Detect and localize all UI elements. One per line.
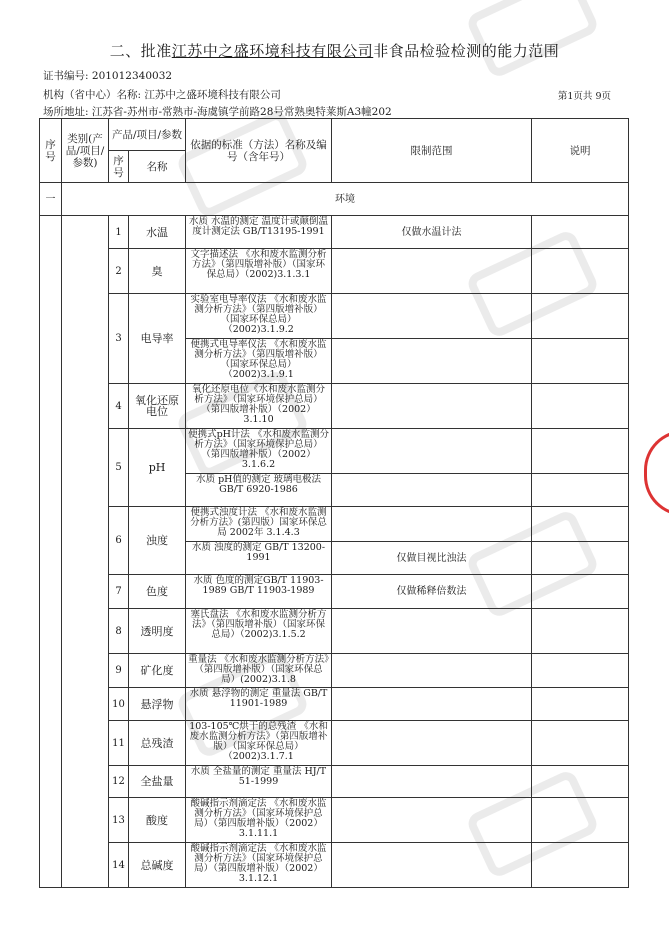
- row-standard: 水质 色度的测定GB/T 11903-1989 GB/T 11903-1989: [186, 575, 332, 609]
- title-company: 江苏中之盛环境科技有限公司: [171, 42, 374, 60]
- row-no: 10: [109, 688, 129, 721]
- row-no: 3: [109, 294, 129, 384]
- row-no: 2: [109, 249, 129, 294]
- table-row: [40, 798, 629, 843]
- row-name: 水温: [129, 216, 186, 249]
- row-no: 6: [109, 507, 129, 575]
- header-standard: 依据的标准（方法）名称及编号（含年号）: [186, 119, 332, 183]
- row-standard: 水质 浊度的测定 GB/T 13200-1991: [186, 542, 332, 575]
- row-note: [532, 721, 629, 766]
- table-row: [40, 249, 629, 294]
- title-prefix: 二、批准: [109, 42, 172, 60]
- page-info: 第1页共 9页: [557, 91, 611, 102]
- table-row: [40, 609, 629, 654]
- capability-table: [39, 118, 629, 888]
- red-seal-stamp: [644, 430, 669, 516]
- row-no: 11: [109, 721, 129, 766]
- row-standard: 水质 悬浮物的测定 重量法 GB/T 11901-1989: [186, 688, 332, 721]
- row-note: [532, 688, 629, 721]
- address: [43, 104, 392, 119]
- row-note: [532, 294, 629, 339]
- row-standard: 水质 水温的测定 温度计或颠倒温度计测定法 GB/T13195-1991: [186, 216, 332, 249]
- address-value: 江苏省-苏州市-常熟市-海虞镇学前路28号常熟奥特莱斯A3幢202: [91, 106, 392, 118]
- table-row: [40, 507, 629, 542]
- header-category: 类别(产品/项目/参数): [62, 119, 109, 183]
- org-label: 机构（省中心）名称:: [43, 89, 142, 101]
- table-row: [40, 384, 629, 429]
- row-no: 5: [109, 429, 129, 507]
- row-limit: [332, 609, 532, 654]
- row-note: [532, 798, 629, 843]
- row-name: 氧化还原电位: [129, 384, 186, 429]
- table-row: [40, 843, 629, 888]
- table-row: [40, 721, 629, 766]
- page-title: [0, 40, 669, 61]
- row-name: 透明度: [129, 609, 186, 654]
- title-suffix: 非食品检验检测的能力范围: [373, 42, 560, 60]
- row-name: 全盐量: [129, 766, 186, 798]
- row-limit: [332, 688, 532, 721]
- row-standard: 酸碱指示剂滴定法 《水和废水监测分析方法》（国家环境保护总局）（第四版增补版）（2002） 3.1.12.1: [186, 843, 332, 888]
- header-seq: 序号: [40, 119, 62, 183]
- row-standard: 重量法 《水和废水监测分析方法》（第四版增补版）（国家环保总局）(2002)3.1.8: [186, 654, 332, 688]
- org-name: [43, 87, 281, 102]
- row-name: 色度: [129, 575, 186, 609]
- row-note: [532, 384, 629, 429]
- header-note: 说明: [532, 119, 629, 183]
- row-note: [532, 654, 629, 688]
- row-standard: 103-105℃烘干的总残渣 《水和废水监测分析方法》（第四版增补版）（国家环保总局）（2002)3.1.7.1: [186, 721, 332, 766]
- row-name: 臭: [129, 249, 186, 294]
- row-standard: 便携式浊度计法 《水和废水监测分析方法》(第四版）国家环保总局 2002年 3.1.4.3: [186, 507, 332, 542]
- address-label: 场所地址:: [43, 106, 89, 118]
- row-limit: [332, 339, 532, 384]
- table-cell: [40, 216, 62, 888]
- row-name: pH: [129, 429, 186, 507]
- row-name: 总残渣: [129, 721, 186, 766]
- row-name: 矿化度: [129, 654, 186, 688]
- row-name: 总碱度: [129, 843, 186, 888]
- row-name: 酸度: [129, 798, 186, 843]
- row-no: 9: [109, 654, 129, 688]
- row-no: 8: [109, 609, 129, 654]
- table-row: [40, 688, 629, 721]
- table-row: [40, 575, 629, 609]
- row-note: [532, 507, 629, 542]
- row-no: 7: [109, 575, 129, 609]
- row-name: 浊度: [129, 507, 186, 575]
- row-standard: 水质 pH值的测定 玻璃电极法 GB/T 6920-1986: [186, 474, 332, 507]
- row-standard: 文字描述法 《水和废水监测分析方法》（第四版增补版）（国家环保总局）（2002)3.1.3.1: [186, 249, 332, 294]
- row-no: 4: [109, 384, 129, 429]
- row-limit: [332, 507, 532, 542]
- row-limit: 仅做水温计法: [332, 216, 532, 249]
- row-limit: [332, 766, 532, 798]
- row-note: [532, 609, 629, 654]
- row-standard: 便携式电导率仪法 《水和废水监测分析方法》（第四版增补版）（国家环保总局）（2002)3.1.9.1: [186, 339, 332, 384]
- row-note: [532, 216, 629, 249]
- row-standard: 塞氏盘法 《水和废水监测分析方法》（第四版增补版）（国家环保总局）（2002)3.1.5.2: [186, 609, 332, 654]
- cert-number: [43, 68, 172, 83]
- cert-value: 201012340032: [91, 70, 173, 82]
- row-limit: 仅做稀释倍数法: [332, 575, 532, 609]
- row-standard: 便携式pH计法 《水和废水监测分析方法》（国家环境保护总局）（第四版增补版）（2002） 3.1.6.2: [186, 429, 332, 474]
- section-seq: 一: [40, 183, 62, 216]
- table-row: [40, 766, 629, 798]
- row-limit: 仅做目视比浊法: [332, 542, 532, 575]
- row-no: 14: [109, 843, 129, 888]
- cert-label: 证书编号:: [43, 70, 89, 82]
- row-note: [532, 249, 629, 294]
- row-note: [532, 843, 629, 888]
- row-limit: [332, 249, 532, 294]
- row-standard: 酸碱指示剂滴定法 《水和废水监测分析方法》（国家环境保护总局）（第四版增补版）（2002） 3.1.11.1: [186, 798, 332, 843]
- row-standard: 水质 全盐量的测定 重量法 HJ/T 51-1999: [186, 766, 332, 798]
- row-limit: [332, 474, 532, 507]
- row-standard: 实验室电导率仪法 《水和废水监测分析方法》（第四版增补版）（国家环保总局）（2002)3.1.9.2: [186, 294, 332, 339]
- table-row: [40, 294, 629, 339]
- table-row: [40, 429, 629, 474]
- section-name: 环境: [62, 183, 629, 216]
- row-note: [532, 766, 629, 798]
- table-row: [40, 216, 629, 249]
- table-row: [40, 654, 629, 688]
- org-value: 江苏中之盛环境科技有限公司: [144, 89, 281, 101]
- row-limit: [332, 843, 532, 888]
- row-limit: [332, 294, 532, 339]
- row-no: 1: [109, 216, 129, 249]
- header-product-group: 产品/项目/参数: [109, 119, 186, 151]
- row-limit: [332, 798, 532, 843]
- row-limit: [332, 429, 532, 474]
- row-limit: [332, 721, 532, 766]
- row-note: [532, 339, 629, 384]
- row-note: [532, 542, 629, 575]
- table-cell: [62, 216, 109, 888]
- row-name: 电导率: [129, 294, 186, 384]
- row-name: 悬浮物: [129, 688, 186, 721]
- row-limit: [332, 654, 532, 688]
- row-note: [532, 429, 629, 474]
- row-note: [532, 474, 629, 507]
- header-sub-seq: 序号: [109, 151, 129, 183]
- row-limit: [332, 384, 532, 429]
- header-name: 名称: [129, 151, 186, 183]
- row-no: 13: [109, 798, 129, 843]
- header-limit: 限制范围: [332, 119, 532, 183]
- row-standard: 氧化还原电位《水和废水监测分析方法》（国家环境保护总局）（第四版增补版）（2002） 3.1.10: [186, 384, 332, 429]
- row-note: [532, 575, 629, 609]
- row-no: 12: [109, 766, 129, 798]
